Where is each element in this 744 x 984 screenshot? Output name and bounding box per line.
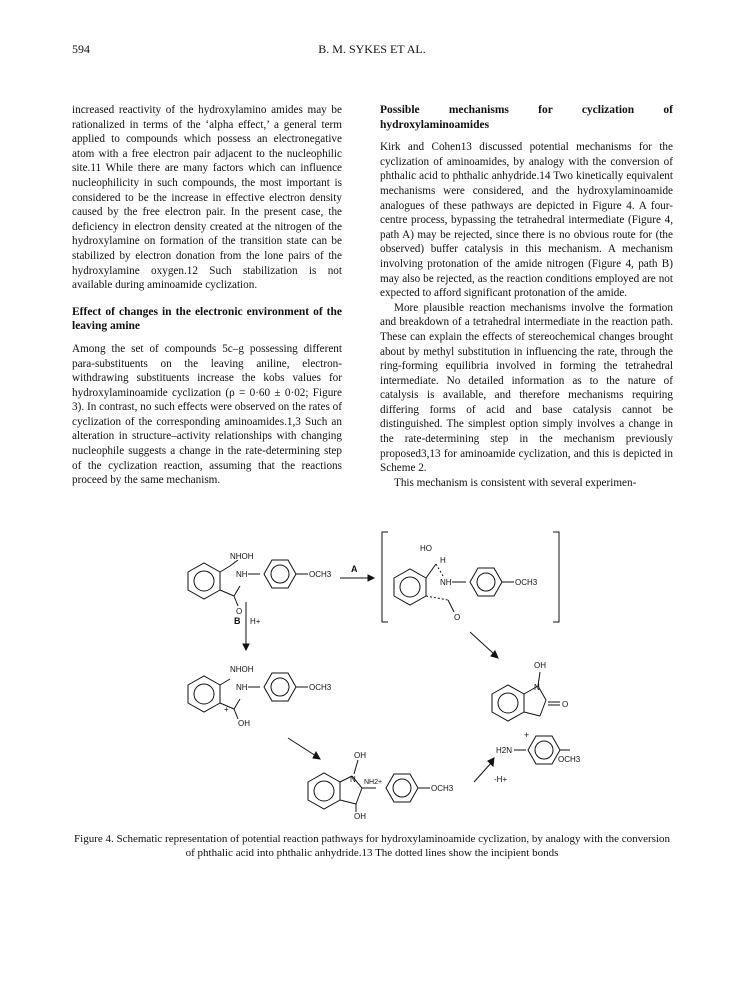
pathway-arrows [288,632,507,784]
page-header [72,42,672,58]
label-och3: OCH3 [309,570,332,579]
label-och3-ts: OCH3 [515,578,538,587]
label-plus-prod: + [524,730,530,740]
label-och3-int: OCH3 [309,683,332,692]
label-n-tet: N [350,775,356,784]
left-paragraph-2: Among the set of compounds 5c–g possessing different para-substituents on the leaving aniline, electron-withdrawing substituents increase the kobs values for hydroxylaminoamide cyclization (ρ = 0·60 ± 0·02; Figure 3). In contrast, no such effects were observed on the rates of cyclization of the corresponding aminoamides.1,3 Such an alteration in structure–activity relationships with changing nucleophile suggests a change in the rate-determining step of the cyclization reaction, assuming that the reactions proceed by the same mechanism. [72,342,342,487]
label-h2n: H2N [496,746,513,755]
label-oh-tet: OH [354,751,366,760]
running-head: B. M. SYKES ET AL. [318,42,426,56]
protonated-intermediate [188,665,332,728]
label-nhoh: NHOH [230,552,254,561]
label-nh: NH [236,570,248,579]
figure-caption: Figure 4. Schematic representation of potential reaction pathways for hydroxylaminoamide cyclization, by analogy with the conversion of phthalic acid into phthalic anhydride.13 The dotted lines show the incipient bonds [74,833,670,859]
aniline-product [496,736,581,764]
reactant-structure [188,552,332,616]
section-heading-mechanisms: Possible mechanisms for cyclization of hydroxylaminoamides [380,104,673,131]
label-ho: HO [420,544,432,553]
page-number: 594 [72,42,90,56]
label-a: A [351,564,358,574]
path-a-arrow [340,564,374,581]
figure-4-scheme [168,520,588,820]
label-och3-aniline: OCH3 [558,755,581,764]
left-column [72,103,342,488]
label-nhoh-int: NHOH [230,665,254,674]
label-o: O [236,607,243,616]
right-column [380,103,673,490]
transition-state [382,532,559,622]
left-paragraph-1: increased reactivity of the hydroxylamino amides may be rationalized in terms of the ‘alpha effect,’ a general term applied to compounds which possess an electronegative atom with a free electron pair adjacent to the nucleophilic site.11 While there are many factors which can influence nucleophilicity in such compounds, the most important is considered to be the increase in effective electron density caused by the free electron pair. In the present case, the deficiency in electron density created at the nitrogen of the hydroxylamine on formation of the transition state can be stabilized by electron donation from the lone pairs of the hydroxylamine oxygen.12 Such stabilization is not available during aminoamide cyclization. [72,104,342,292]
label-och3-tet: OCH3 [431,784,454,793]
label-oh-prod: OH [534,661,546,670]
label-plus-int: + [224,705,229,714]
section-heading-leaving-amine: Effect of changes in the electronic environment of the leaving amine [72,305,342,333]
label-oh-int: OH [238,719,250,728]
cyclic-product [492,661,568,740]
label-hplus: H+ [250,617,261,626]
label-n-prod: N [534,683,540,692]
label-b: B [234,616,241,626]
right-paragraph-3: This mechanism is consistent with several experimen- [394,476,637,489]
tetrahedral-intermediate [308,751,454,820]
right-paragraph-1: Kirk and Cohen13 discussed potential mechanisms for the cyclization of aminoamides, by analogy with the conversion of phthalic acid to phthalic anhydride.14 Two kinetically equivalent mechanisms were considered, and the hydroxylaminoamide analogues of these pathways are depicted in Figure 4. A four-centre process, bypassing the tetrahedral intermediate (Figure 4, path A) may be rejected, since there is no obvious route for (the observed) buffer catalysis in this mechanism. A mechanism involving protonation of the amide nitrogen (Figure 4, path B) may also be rejected, as the reaction conditions employed are not expected to afford significant protonation of the amide. [380,141,673,300]
label-nh-ts: NH [440,578,452,587]
label-minus-h: -H+ [494,775,508,784]
label-h: H [440,556,446,565]
label-o-prod: O [562,700,569,709]
label-nh2plus: NH2+ [364,779,383,786]
right-paragraph-2: More plausible reaction mechanisms involve the formation and breakdown of a tetrahedral intermediate in the reaction path. These can explain the effects of stereochemical changes brought about by methyl substitution in influencing the rate, through the ring-forming equilibria involved in forming the tetrahedral intermediate. No detailed information as to the nature of catalysis is available, and therefore mechanisms requiring differing forms of acid and base catalysis cannot be distinguished. The simplest option simply involves a change in the rate-determining step in the mechanism previously proposed3,13 for aminoamide cyclization, and this is depicted in Scheme 2. [380,301,673,475]
label-nh-int: NH [236,683,248,692]
label-o-ts: O [454,613,461,622]
label-oh-tet-bottom: OH [354,812,366,820]
